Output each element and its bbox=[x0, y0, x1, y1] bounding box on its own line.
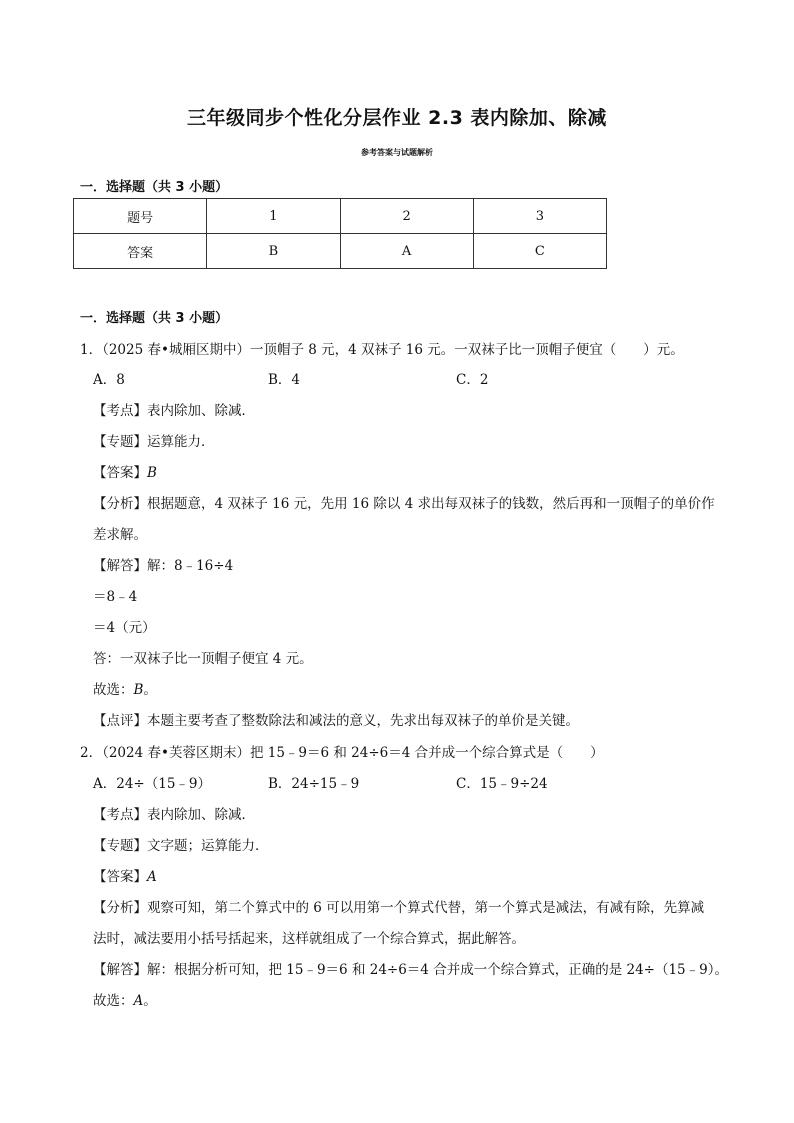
question-1-stem: 1．（2025 春•城厢区期中）一顶帽子 8 元，4 双袜子 16 元。一双袜子比一顶帽子便宜（ ）元。 bbox=[80, 342, 684, 358]
table-cell: 答案 bbox=[74, 234, 207, 269]
value: A bbox=[133, 993, 144, 1009]
table-cell: 3 bbox=[473, 199, 606, 234]
table-row bbox=[74, 234, 607, 269]
q2-option-c: C．15﹣9÷24 bbox=[456, 776, 548, 792]
q1-answer bbox=[93, 463, 157, 483]
value: B bbox=[133, 682, 144, 698]
value: 解：根据分析可知，把 15﹣9＝6 和 24÷6＝4 合并成一个综合算式，正确的是 24÷（15﹣9）。 bbox=[147, 962, 728, 978]
table-cell: 题号 bbox=[74, 199, 207, 234]
value: 。 bbox=[143, 682, 157, 698]
q1-jieda bbox=[93, 556, 233, 576]
label: 【解答】 bbox=[93, 558, 147, 574]
label: 【分析】 bbox=[93, 900, 147, 916]
label: 【答案】 bbox=[93, 869, 147, 885]
q2-fenxi-cont: 法时，减法要用小括号括起来，这样就组成了一个综合算式，据此解答。 bbox=[93, 931, 525, 947]
document-subtitle: 参考答案与试题解析 bbox=[361, 148, 433, 157]
document-title: 三年级同步个性化分层作业 2.3 表内除加、除减 bbox=[187, 107, 607, 129]
label: 【专题】 bbox=[93, 434, 147, 450]
q2-guxuan bbox=[93, 991, 157, 1011]
label: 【专题】 bbox=[93, 838, 147, 854]
value: 故选： bbox=[93, 682, 134, 698]
value: 运算能力． bbox=[147, 434, 215, 450]
value: 观察可知，第二个算式中的 6 可以用第一个算式代替，第一个算式是减法，有减有除，先算减 bbox=[147, 900, 705, 916]
value: A bbox=[147, 869, 157, 885]
table-cell: C bbox=[473, 234, 606, 269]
q2-answer bbox=[93, 867, 157, 887]
q2-fenxi bbox=[93, 898, 704, 918]
value: 表内除加、除减． bbox=[147, 403, 255, 419]
q1-option-a: A．8 bbox=[93, 372, 125, 388]
q2-option-b: B．24÷15﹣9 bbox=[268, 776, 360, 792]
section-heading-summary: 一．选择题（共 3 小题） bbox=[80, 180, 229, 195]
table-cell: A bbox=[340, 234, 473, 269]
label: 【考点】 bbox=[93, 403, 147, 419]
q2-option-a: A．24÷（15﹣9） bbox=[93, 776, 212, 792]
q1-dianping bbox=[93, 711, 579, 731]
q1-fenxi bbox=[93, 494, 715, 514]
label: 【分析】 bbox=[93, 496, 147, 512]
value: B bbox=[147, 465, 157, 481]
value: 解：8﹣16÷4 bbox=[147, 558, 234, 574]
table-cell: B bbox=[207, 234, 340, 269]
q2-kaodian bbox=[93, 805, 255, 825]
table-cell: 1 bbox=[207, 199, 340, 234]
value: 本题主要考查了整数除法和减法的意义，先求出每双袜子的单价是关键。 bbox=[147, 713, 579, 729]
value: 。 bbox=[143, 993, 157, 1009]
q1-zhuanti bbox=[93, 432, 215, 452]
q2-jieda bbox=[93, 960, 728, 980]
value: 根据题意，4 双袜子 16 元，先用 16 除以 4 求出每双袜子的钱数，然后再和一顶帽子的单价作 bbox=[147, 496, 715, 512]
answer-table bbox=[73, 198, 607, 269]
question-2-stem: 2．（2024 春•芙蓉区期末）把 15﹣9＝6 和 24÷6＝4 合并成一个综合算式是（ ） bbox=[80, 745, 604, 761]
value: 表内除加、除减． bbox=[147, 807, 255, 823]
q1-jieda-line: ＝8﹣4 bbox=[93, 589, 138, 605]
label: 【解答】 bbox=[93, 962, 147, 978]
section-heading-detail: 一．选择题（共 3 小题） bbox=[80, 311, 229, 326]
value: 故选： bbox=[93, 993, 134, 1009]
table-row bbox=[74, 199, 607, 234]
q1-guxuan bbox=[93, 680, 157, 700]
label: 【考点】 bbox=[93, 807, 147, 823]
q1-fenxi-cont: 差求解。 bbox=[93, 527, 147, 543]
q1-option-c: C．2 bbox=[456, 372, 489, 388]
q1-jieda-line: ＝4（元） bbox=[93, 620, 156, 636]
label: 【点评】 bbox=[93, 713, 147, 729]
q2-zhuanti bbox=[93, 836, 269, 856]
q1-kaodian bbox=[93, 401, 255, 421]
q1-option-b: B．4 bbox=[268, 372, 301, 388]
table-cell: 2 bbox=[340, 199, 473, 234]
q1-jieda-line: 答：一双袜子比一顶帽子便宜 4 元。 bbox=[93, 651, 313, 667]
label: 【答案】 bbox=[93, 465, 147, 481]
value: 文字题；运算能力． bbox=[147, 838, 269, 854]
